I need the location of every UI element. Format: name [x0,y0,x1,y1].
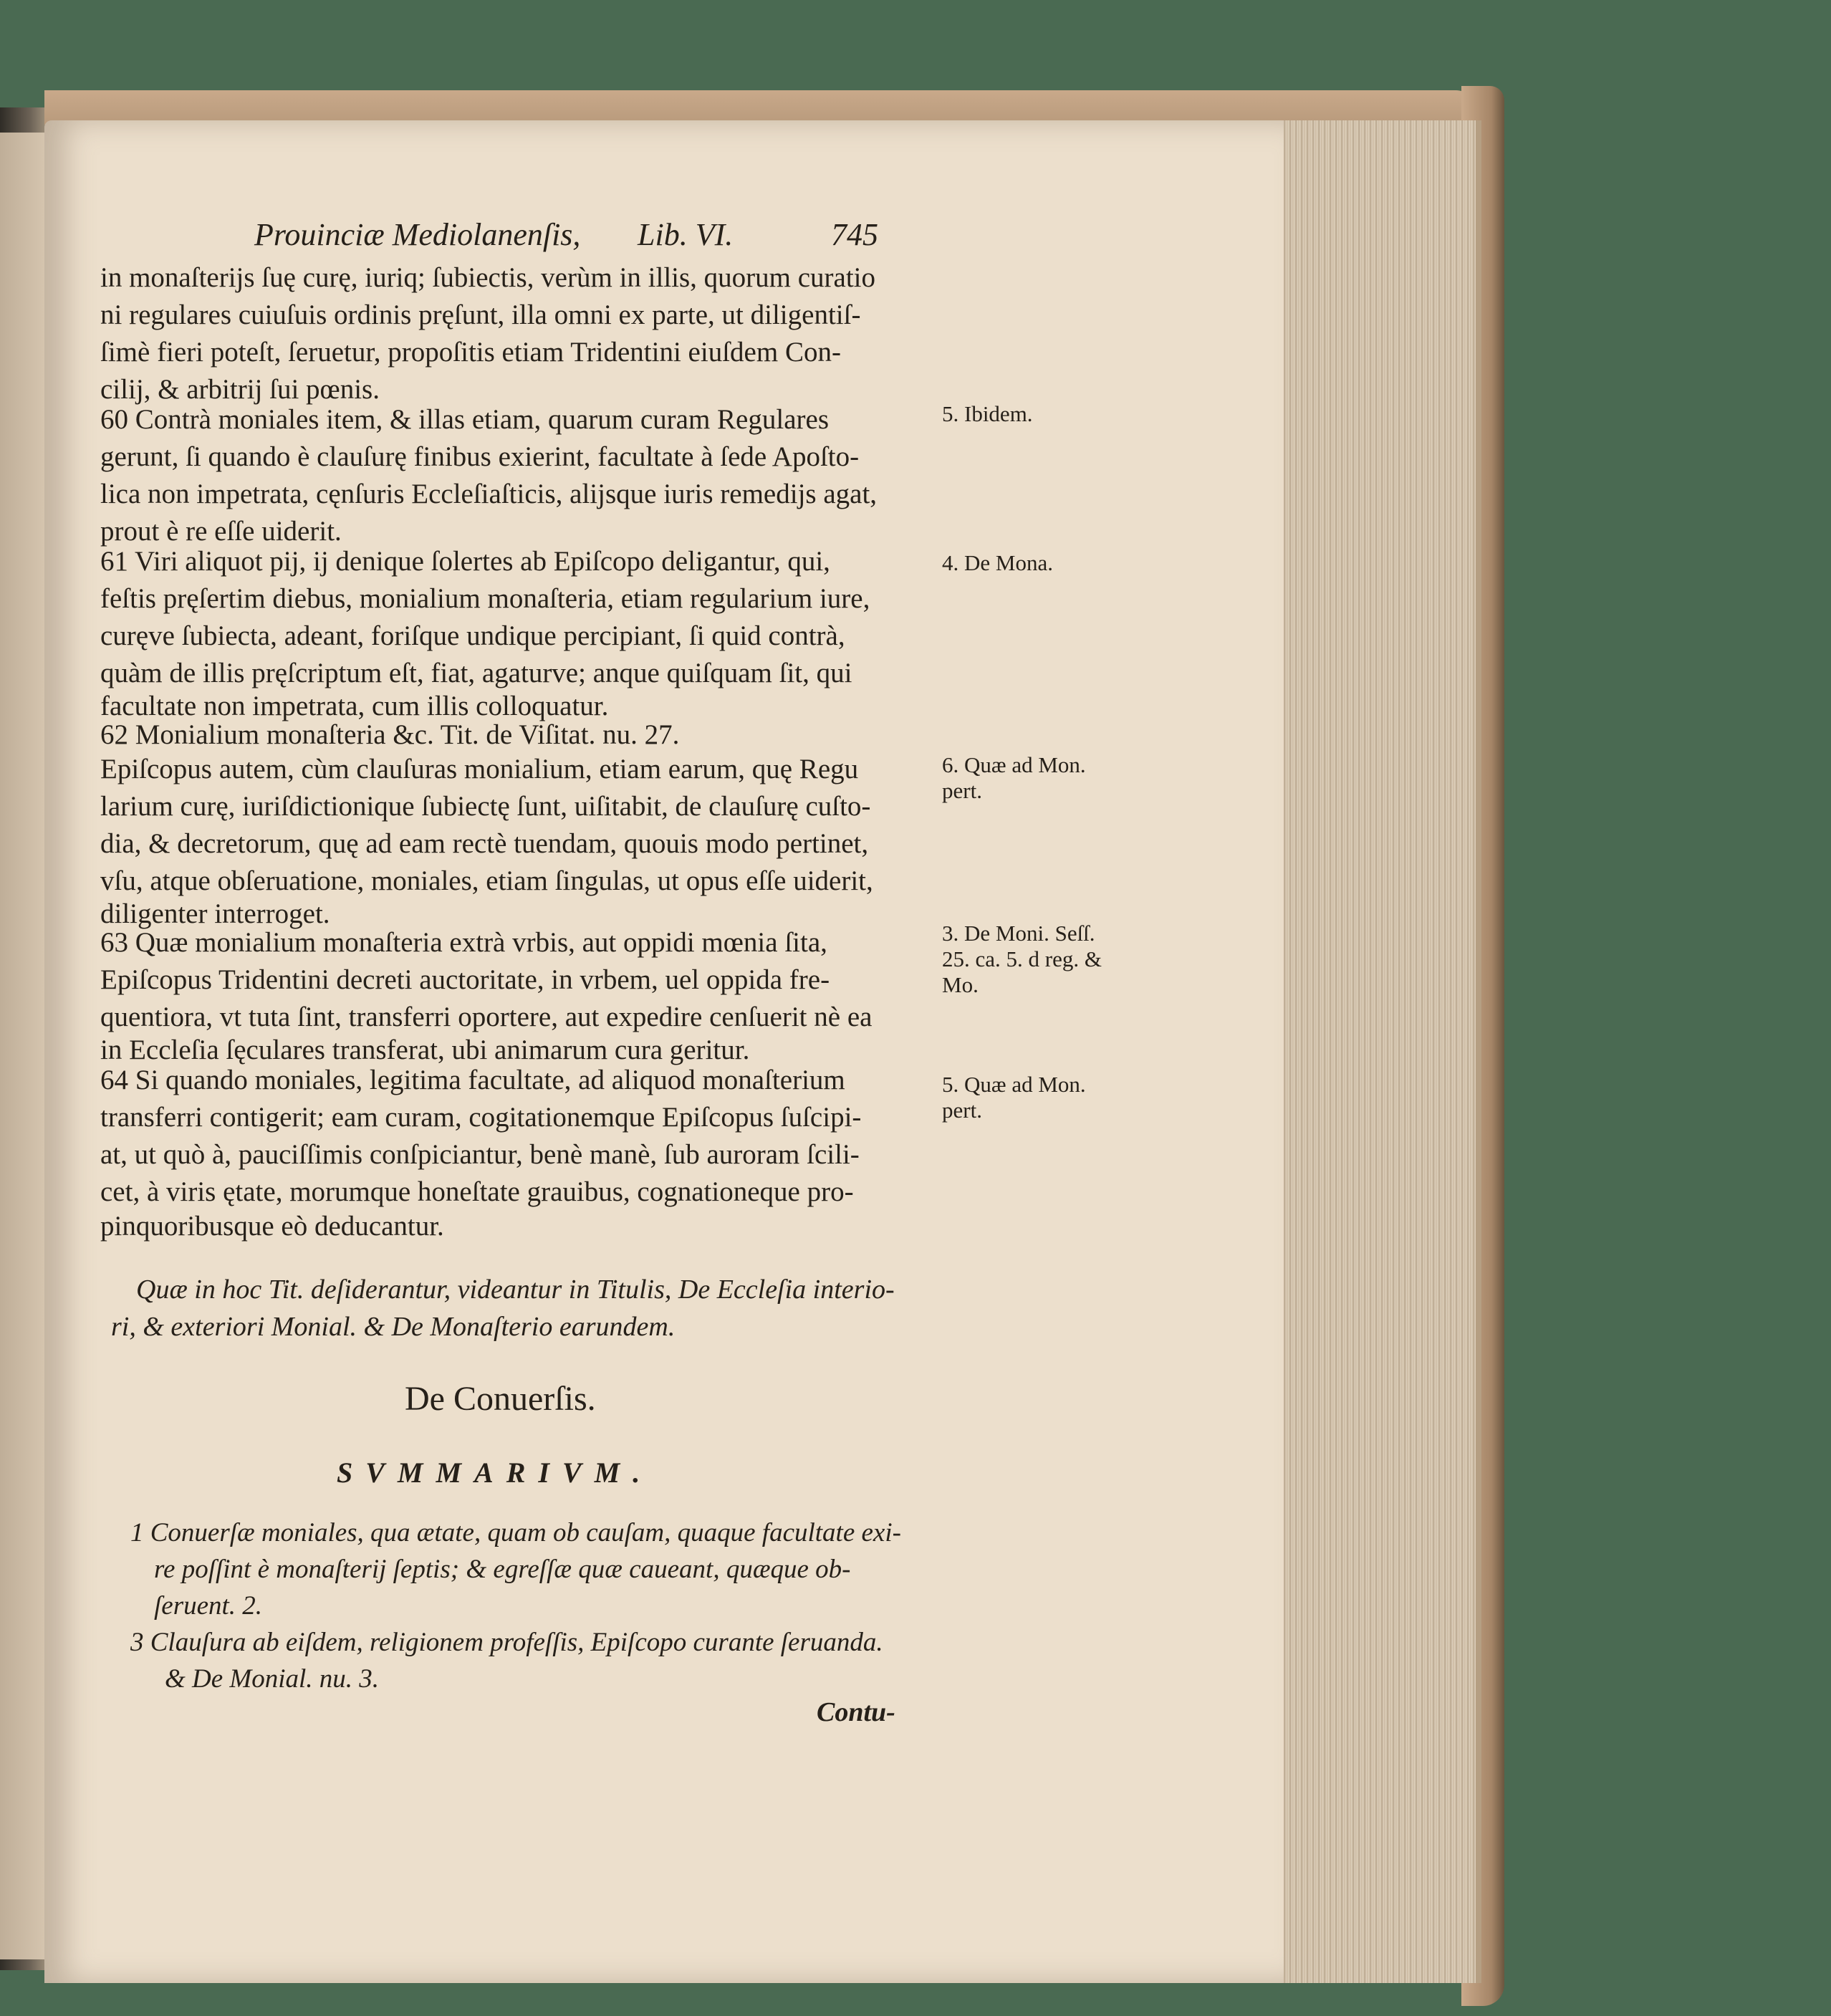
body-line: at, ut quò à, pauciſſimis conſpiciantur, benè manè, ſub auroram ſcili- [100,1139,860,1170]
body-line: 64 Si quando moniales, legitima facultate, ad aliquod monaſterium [100,1065,845,1095]
italic-note-line: Quæ in hoc Tit. deſiderantur, videantur in Titulis, De Eccleſia interio- [136,1275,895,1305]
body-line: cilij, & arbitrij ſui pœnis. [100,374,380,405]
body-line: curęve ſubiecta, adeant, foriſque undique percipiant, ſi quid contrà, [100,620,845,651]
page-number: 745 [831,217,878,252]
body-line: larium curę, iuriſdictionique ſubiectę ſunt, uiſitabit, de clauſurę cuſto- [100,791,871,822]
body-line: lica non impetrata, cęnſuris Eccleſiaſticis, alijsque iuris remedijs agat, [100,479,878,509]
body-line: cet, à viris ętate, morumque honeſtate grauibus, cognationeque pro- [100,1176,854,1207]
header-book: Lib. VI. [638,217,734,252]
body-line: vſu, atque obſeruatione, moniales, etiam ſingulas, ut opus eſſe uiderit, [100,865,873,896]
body-line: 63 Quæ monialium monaſteria extrà vrbis, aut oppidi mœnia ſita, [100,927,827,958]
body-line: quentiora, vt tuta ſint, transferri oportere, aut expedire cenſuerit nè ea [100,1002,873,1032]
page-edges [1275,120,1481,1983]
summary-line: re poſſint è monaſterij ſeptis; & egreſſæ quæ caueant, quæque ob- [154,1555,851,1584]
body-line: prout è re eſſe uiderit. [100,516,342,547]
summary-line: ſeruent. 2. [154,1591,263,1621]
catchword: Contu- [817,1697,895,1727]
summary-line: & De Monial. nu. 3. [165,1664,380,1694]
italic-note-line: ri, & exteriori Monial. & De Monaſterio earundem. [111,1312,676,1342]
margin-note: 6. Quæ ad Mon. pert. [942,752,1086,803]
margin-note: 5. Quæ ad Mon. pert. [942,1072,1086,1123]
body-line: Epiſcopus autem, cùm clauſuras monialium, etiam earum, quę Regu [100,754,859,784]
margin-note: 5. Ibidem. [942,401,1033,426]
body-line: 61 Viri aliquot pij, ij denique ſolertes ab Epiſcopo deligantur, qui, [100,546,830,577]
body-line: in monaſterijs ſuę curę, iuriq; ſubiectis, verùm in illis, quorum curatio [100,262,876,293]
body-line: ſimè fieri poteſt, ſeruetur, propoſitis etiam Tridentini eiuſdem Con- [100,337,841,368]
summary-line: 1 Conuerſæ moniales, qua ætate, quam ob cauſam, quaque facultate exi- [130,1518,901,1547]
body-line: feſtis pręſertim diebus, monialium monaſteria, etiam regularium iure, [100,583,870,614]
body-line: diligenter interroget. [100,898,330,929]
book-cover-top [44,90,1477,125]
running-header [254,216,942,254]
header-title: Prouinciæ Mediolanenſis, [254,217,581,252]
body-line: 60 Contrà moniales item, & illas etiam, quarum curam Regulares [100,404,829,435]
summary-line: 3 Clauſura ab eiſdem, religionem profeſſis, Epiſcopo curante ſeruanda. [130,1628,883,1657]
body-line: gerunt, ſi quando è clauſurę finibus exierint, facultate à ſede Apoſto- [100,441,860,472]
body-line: 62 Monialium monaſteria &c. Tit. de Viſitat. nu. 27. [100,719,680,750]
margin-note: 4. De Mona. [942,550,1053,575]
section-title: De Conuerſis. [405,1380,596,1418]
body-line: transferri contigerit; eam curam, cogitationemque Epiſcopus ſuſcipi- [100,1102,862,1133]
margin-note: 3. De Moni. Seſſ. 25. ca. 5. d reg. & Mo. [942,921,1102,997]
body-line: Epiſcopus Tridentini decreti auctoritate, in vrbem, uel oppida fre- [100,964,830,995]
body-line: in Eccleſia ſęculares transferat, ubi animarum cura geritur. [100,1035,750,1065]
body-line: pinquoribusque eò deducantur. [100,1211,444,1242]
body-line: dia, & decretorum, quę ad eam rectè tuendam, quouis modo pertinet, [100,828,869,859]
summarium-heading: SVMMARIVM. [337,1456,653,1489]
body-line: ni regulares cuiuſuis ordinis pręſunt, illa omni ex parte, ut diligentiſ- [100,299,861,330]
body-line: facultate non impetrata, cum illis colloquatur. [100,691,609,721]
body-line: quàm de illis pręſcriptum eſt, fiat, agaturve; anque quiſquam ſit, qui [100,658,852,688]
